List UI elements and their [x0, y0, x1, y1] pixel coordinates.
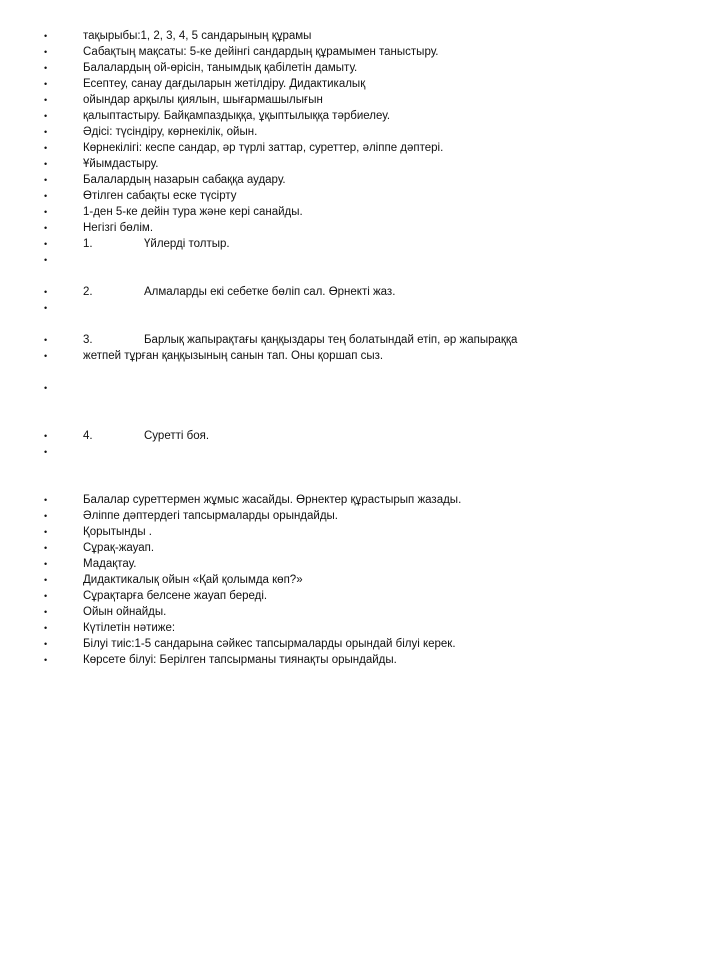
list-item-text: Білуі тиіс:1-5 сандарына сәйкес тапсырмаларды орындай білуі керек.	[83, 638, 456, 650]
bullet: •	[44, 431, 48, 441]
task-text: Үйлерді толтыр.	[144, 238, 230, 250]
list-item	[0, 524, 720, 540]
bullet: •	[44, 255, 48, 265]
list-item	[0, 92, 720, 108]
section-heading-main: Негізгі бөлім.	[83, 222, 154, 234]
bullet: •	[44, 383, 48, 393]
list-item-text: Сұрақтарға белсене жауап береді.	[83, 590, 268, 602]
list-item	[0, 204, 720, 220]
task-text: Барлық жапырақтағы қаңқыздары тең болатындай етіп, әр жапыраққа	[144, 334, 518, 346]
list-item-text: Мадақтау.	[83, 558, 137, 570]
task-text: Суретті боя.	[144, 430, 210, 442]
lesson-goal: Сабақтың мақсаты: 5-ке дейінгі сандардың құрамымен таныстыру.	[83, 46, 439, 58]
list-item-text: Дидактикалық ойын «Қай қолымда көп?»	[83, 574, 303, 586]
bullet: •	[44, 63, 48, 73]
list-item	[0, 108, 720, 124]
list-item	[0, 28, 720, 44]
list-item	[0, 76, 720, 92]
bullet: •	[44, 623, 48, 633]
bullet: •	[44, 591, 48, 601]
bullet: •	[44, 223, 48, 233]
section-heading-conclusion: Қорытынды .	[83, 526, 153, 538]
bullet: •	[44, 655, 48, 665]
list-item	[0, 188, 720, 204]
bullet: •	[44, 335, 48, 345]
list-item	[0, 636, 720, 652]
list-item	[0, 124, 720, 140]
task-item	[0, 332, 720, 348]
lesson-visual-aids: Көрнекілігі: кеспе сандар, әр түрлі заттар, суреттер, әліппе дәптері.	[83, 142, 444, 154]
bullet: •	[44, 447, 48, 457]
bullet: •	[44, 287, 48, 297]
task-number: 4.	[83, 430, 93, 442]
bullet: •	[44, 143, 48, 153]
bullet: •	[44, 639, 48, 649]
list-item-text: Ойын ойнайды.	[83, 606, 167, 618]
bullet: •	[44, 127, 48, 137]
bullet: •	[44, 351, 48, 361]
list-item	[0, 156, 720, 172]
task-item	[0, 428, 720, 444]
list-item-empty	[0, 380, 720, 396]
bullet: •	[44, 559, 48, 569]
list-item-text: Есептеу, санау дағдыларын жетілдіру. Дидактикалық	[83, 78, 366, 90]
bullet: •	[44, 207, 48, 217]
list-item	[0, 348, 720, 364]
bullet: •	[44, 47, 48, 57]
bullet: •	[44, 31, 48, 41]
bullet: •	[44, 191, 48, 201]
bullet: •	[44, 575, 48, 585]
list-item	[0, 508, 720, 524]
list-item	[0, 492, 720, 508]
list-item	[0, 588, 720, 604]
list-item-text: Сұрақ-жауап.	[83, 542, 155, 554]
section-heading-expected-result: Күтілетін нәтиже:	[83, 622, 176, 634]
task-number: 3.	[83, 334, 93, 346]
list-item	[0, 572, 720, 588]
list-item-text: Балалар суреттермен жұмыс жасайды. Өрнектер құрастырып жазады.	[83, 494, 462, 506]
bullet: •	[44, 79, 48, 89]
list-item	[0, 220, 720, 236]
list-item-text: Өтілген сабақты еске түсірту	[83, 190, 237, 202]
list-item-empty	[0, 252, 720, 268]
bullet: •	[44, 159, 48, 169]
bullet: •	[44, 95, 48, 105]
task-item	[0, 284, 720, 300]
bullet: •	[44, 303, 48, 313]
bullet: •	[44, 527, 48, 537]
list-item-text: 1-ден 5-ке дейін тура және кері санайды.	[83, 206, 303, 218]
bullet: •	[44, 239, 48, 249]
list-item-text: Әліппе дәптердегі тапсырмаларды орындайды.	[83, 510, 339, 522]
task-number: 1.	[83, 238, 93, 250]
list-item	[0, 620, 720, 636]
list-item	[0, 172, 720, 188]
bullet: •	[44, 543, 48, 553]
list-item-text: қалыптастыру. Байқампаздыққа, ұқыптылыққа тәрбиелеу.	[83, 110, 391, 122]
list-item-text: Көрсете білуі: Берілген тапсырманы тиянақты орындайды.	[83, 654, 397, 666]
list-item	[0, 140, 720, 156]
task-item	[0, 236, 720, 252]
list-item	[0, 652, 720, 668]
task-text-continued: жетпей тұрған қаңқызының санын тап. Оны қоршап сыз.	[83, 350, 384, 362]
list-item-text: Балалардың ой-өрісін, танымдық қабілетін дамыту.	[83, 62, 358, 74]
list-item	[0, 540, 720, 556]
list-item	[0, 44, 720, 60]
bullet: •	[44, 175, 48, 185]
bullet: •	[44, 607, 48, 617]
bullet: •	[44, 495, 48, 505]
task-number: 2.	[83, 286, 93, 298]
task-text: Алмаларды екі себетке бөліп сал. Өрнекті жаз.	[144, 286, 396, 298]
bullet: •	[44, 111, 48, 121]
list-item	[0, 60, 720, 76]
list-item-text: Ұйымдастыру.	[83, 158, 159, 170]
list-item-empty	[0, 444, 720, 460]
lesson-topic: тақырыбы:1, 2, 3, 4, 5 сандарының құрамы	[83, 30, 312, 42]
bullet: •	[44, 511, 48, 521]
list-item-text: ойындар арқылы қиялын, шығармашылығын	[83, 94, 323, 106]
list-item	[0, 604, 720, 620]
list-item-text: Балалардың назарын сабаққа аудару.	[83, 174, 286, 186]
list-item-empty	[0, 300, 720, 316]
lesson-method: Әдісі: түсіндіру, көрнекілік, ойын.	[83, 126, 258, 138]
list-item	[0, 556, 720, 572]
